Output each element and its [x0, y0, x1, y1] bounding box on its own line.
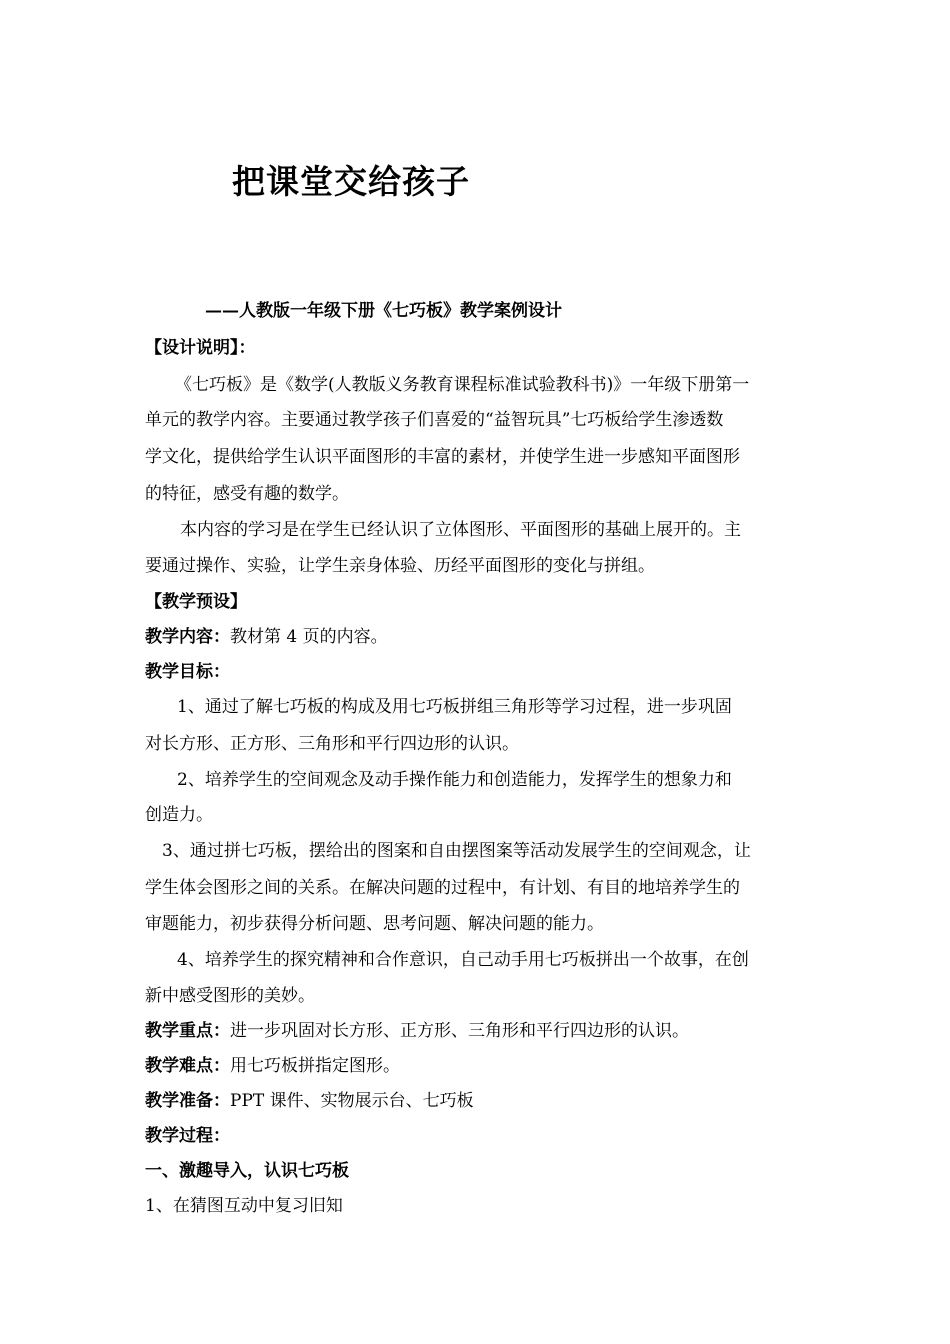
- document-title: 把课堂交给孩子: [232, 162, 470, 201]
- design-heading: 【设计说明】：: [145, 338, 256, 358]
- goal-line: 审题能力，初步获得分析问题、思考问题、解决问题的能力。: [145, 914, 604, 934]
- goal-line: 创造力。: [145, 805, 213, 825]
- key-value: 进一步巩固对长方形、正方形、三角形和平行四边形的认识。: [230, 1021, 689, 1041]
- prep-label: 教学准备：: [145, 1091, 230, 1111]
- content-value: 教材第 4 页的内容。: [230, 627, 388, 647]
- key-label: 教学重点：: [145, 1021, 230, 1041]
- goals-label: 教学目标：: [145, 662, 230, 682]
- goal-line: 学生体会图形之间的关系。在解决问题的过程中，有计划、有目的地培养学生的: [145, 878, 740, 898]
- paragraph-line: 学文化，提供给学生认识平面图形的丰富的素材，并使学生进一步感知平面图形: [145, 447, 740, 467]
- difficulty-row: [145, 1051, 810, 1076]
- process-label: 教学过程：: [145, 1126, 230, 1146]
- preset-heading: 【教学预设】: [145, 592, 247, 612]
- prep-row: [145, 1086, 810, 1111]
- paragraph-line: 《七巧板》是《数学(人教版义务教育课程标准试验教科书)》一年级下册第一: [175, 375, 750, 395]
- content-label: 教学内容：: [145, 627, 230, 647]
- goal-line: 4、培养学生的探究精神和合作意识，自己动手用七巧板拼出一个故事，在创: [177, 950, 749, 970]
- paragraph-line: 本内容的学习是在学生已经认识了立体图形、平面图形的基础上展开的。主: [180, 520, 741, 540]
- step-line: 1、在猜图互动中复习旧知: [145, 1196, 343, 1216]
- goal-line: 2、培养学生的空间观念及动手操作能力和创造能力，发挥学生的想象力和: [177, 770, 732, 790]
- section-heading: 一、激趣导入，认识七巧板: [145, 1161, 349, 1181]
- key-row: [145, 1016, 810, 1041]
- content-row: [145, 622, 810, 647]
- difficulty-label: 教学难点：: [145, 1056, 230, 1076]
- goal-line: 3、通过拼七巧板，摆给出的图案和自由摆图案等活动发展学生的空间观念，让: [162, 841, 751, 861]
- paragraph-line: 的特征，感受有趣的数学。: [145, 484, 349, 504]
- difficulty-value: 用七巧板拼指定图形。: [230, 1056, 400, 1076]
- paragraph-line: 单元的教学内容。主要通过教学孩子们喜爱的“益智玩具”七巧板给学生渗透数: [145, 410, 724, 430]
- document-subtitle: ——人教版一年级下册《七巧板》教学案例设计: [205, 301, 562, 321]
- paragraph-line: 要通过操作、实验，让学生亲身体验、历经平面图形的变化与拼组。: [145, 556, 655, 576]
- goal-line: 对长方形、正方形、三角形和平行四边形的认识。: [145, 734, 519, 754]
- goal-line: 新中感受图形的美妙。: [145, 986, 315, 1006]
- prep-value: PPT 课件、实物展示台、七巧板: [230, 1091, 474, 1111]
- goal-line: 1、通过了解七巧板的构成及用七巧板拼组三角形等学习过程，进一步巩固: [177, 697, 732, 717]
